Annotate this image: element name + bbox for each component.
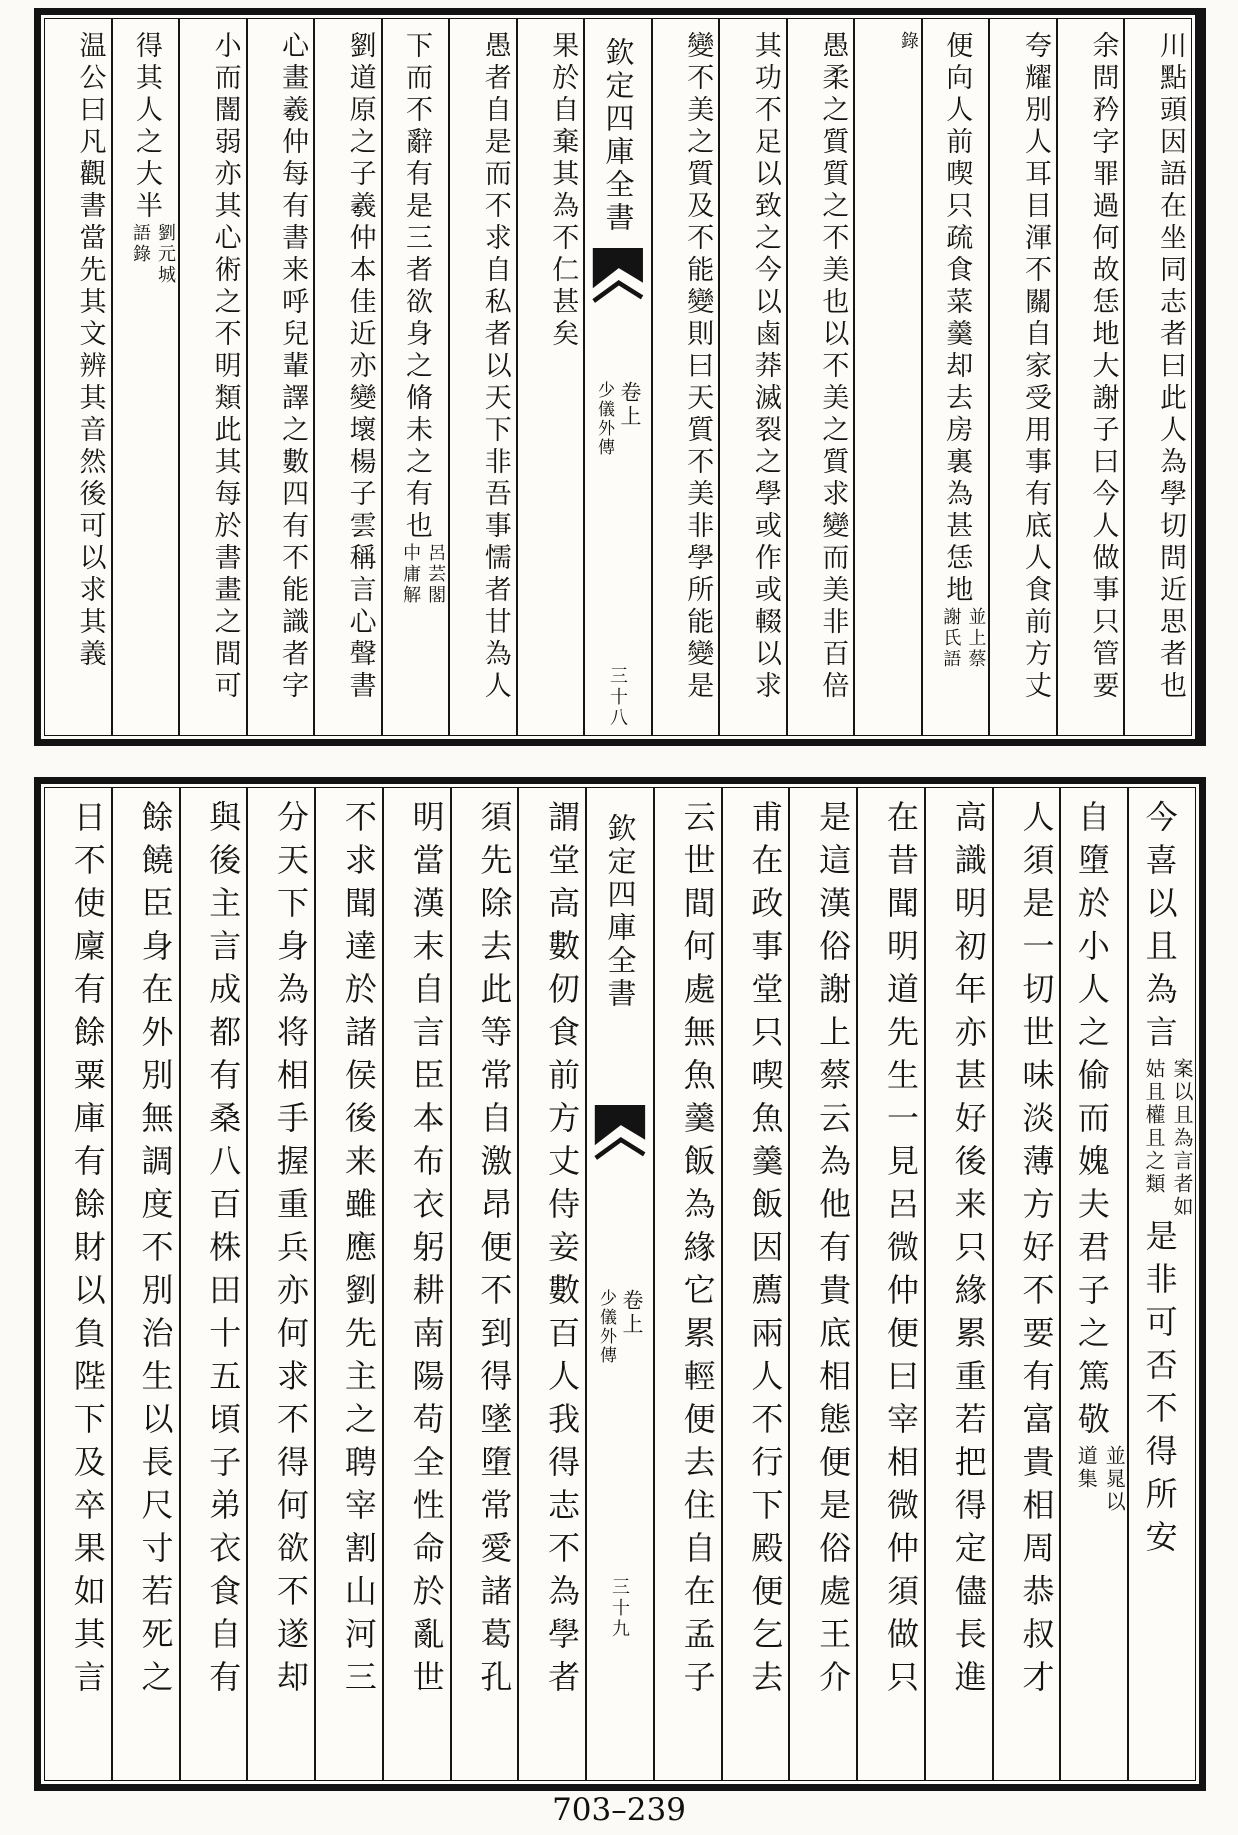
column-text: 不求聞達於諸侯後来雖應劉先主之聘宰割山河三 [340,800,377,1703]
page-block-upper [34,8,1206,746]
note-right-column: 呂芸閣 [426,543,447,606]
column-text: 謂堂高數仞食前方丈侍妾數百人我得志不為學者 [544,800,581,1703]
note-right-column: 錄 [898,31,919,52]
text-column [1127,788,1195,1780]
text-column [246,788,314,1780]
banxin-title: 欽定四庫全書 [601,36,634,235]
column-text: 夸耀別人耳目渾不關自家受用事有底人食前方丈 [1020,31,1051,703]
note-right-column: 案以且為言者如 [1170,1058,1192,1219]
fishtail-mark [591,248,645,312]
column-text: 劉道原之子羲仲本佳近亦變壞楊子雲稱言心聲書 [345,31,376,703]
juan-book-group [594,1289,646,1365]
column-text: 日不使廩有餘粟庫有餘財以負陛下及卒果如其言 [69,800,106,1703]
text-column [856,788,924,1780]
text-column [450,788,518,1780]
interlinear-note [398,543,448,606]
text-column [853,19,921,735]
column-text: 明當漢末自言臣本布衣躬耕南陽苟全性命於亂世 [408,800,445,1703]
juan-label: 卷上 [617,380,642,429]
column-text: 須先除去此等常自激昂便不到得墜墮常愛諸葛孔 [476,800,513,1703]
interlinear-note [938,607,988,670]
text-column [178,19,246,735]
text-column [111,788,179,1780]
text-column [517,788,585,1780]
folio-number: 三十八 [607,666,628,729]
text-column [246,19,314,735]
book-title: 少儀外傳 [596,1288,616,1365]
text-column [45,19,111,735]
columns-grid [44,18,1192,736]
column-text: 是非可否不得所安 [1141,1219,1178,1563]
column-text: 在昔聞明道先生一見呂微仲便曰宰相微仲須做只 [882,800,919,1703]
column-text: 是這漢俗謝上蔡云為他有貴底相態便是俗處王介 [815,800,852,1703]
page-block-lower [34,777,1206,1791]
note-left-column: 謝氏語 [941,607,962,670]
columns-grid [44,787,1196,1781]
interlinear-note [1071,1445,1127,1514]
column-text: 愚柔之質質之不美也以不美之質求變而美非百倍 [818,31,849,703]
text-column [314,788,382,1780]
fishtail-mark [593,1105,647,1169]
text-column [924,788,992,1780]
text-column [653,788,721,1780]
text-column [992,788,1060,1780]
banxin-column [583,19,651,735]
column-text: 小而闇弱亦其心術之不明類此其每於書畫之間可 [210,31,241,703]
fishtail-icon [591,248,645,312]
text-column [921,19,989,735]
text-column [988,19,1056,735]
column-text: 余問矜字罪過何故恁地大謝子曰今人做事只管要 [1088,31,1119,703]
column-text: 餘饒臣身在外別無調度不別治生以長尺寸若死之 [137,800,174,1703]
text-column [1059,788,1127,1780]
interlinear-note [896,31,921,52]
plate-number: 703–239 [552,1792,686,1828]
note-left-column: 語錄 [131,223,152,265]
text-column [179,788,247,1780]
note-left-column: 道集 [1074,1445,1097,1491]
text-column [516,19,584,735]
column-text: 自墮於小人之偷而媿夫君子之篤敬 [1073,800,1110,1445]
banxin-column [585,788,653,1780]
text-column [382,788,450,1780]
text-column [788,788,856,1780]
column-text: 愚者自是而不求自私者以天下非吾事懦者甘為人 [480,31,511,703]
column-text: 與後主言成都有桑八百株田十五頃子弟衣食自有 [205,800,242,1703]
column-text: 川點頭因語在坐同志者曰此人為學切問近思者也 [1156,31,1186,703]
text-column [381,19,449,735]
column-text: 云世間何處無魚羹飯為緣它累輕便去住自在孟子 [679,800,716,1703]
text-column [718,19,786,735]
note-right-column: 劉元城 [156,223,177,286]
interlinear-note [1139,1058,1195,1219]
note-right-column: 並上蔡 [966,607,987,670]
text-column [313,19,381,735]
note-left-column: 姑且權且之類 [1142,1058,1164,1196]
column-text: 温公曰凡觀書當先其文辨其音然後可以求其義 [75,31,106,671]
folio-number: 三十九 [609,1577,630,1640]
interlinear-note [128,223,178,286]
column-text: 分天下身為将相手握重兵亦何求不得何欲不遂却 [273,800,310,1703]
fishtail-icon [593,1105,647,1169]
juan-book-group [592,381,644,457]
column-text: 果於自棄其為不仁甚矣 [548,31,579,351]
column-text: 其功不足以致之今以鹵莽滅裂之學或作或輟以求 [750,31,781,703]
column-text: 變不美之質及不能變則曰天質不美非學所能變是 [683,31,714,703]
column-text: 心畫羲仲每有書来呼兒輩譯之數四有不能識者字 [278,31,309,703]
column-text: 便向人前喫只疏食菜羹却去房裏為甚恁地 [942,31,973,607]
book-title: 少儀外傳 [594,380,614,457]
text-column [1056,19,1124,735]
banxin-title: 欽定四庫全書 [603,812,636,1011]
note-left-column: 中庸解 [401,543,422,606]
column-text: 得其人之大半 [131,31,162,223]
text-column [651,19,719,735]
text-column [111,19,179,735]
juan-label: 卷上 [619,1288,644,1337]
text-column [721,788,789,1780]
column-text: 今喜以且為言 [1141,800,1178,1058]
text-column [448,19,516,735]
column-text: 高識明初年亦甚好後来只緣累重若把得定儘長進 [950,800,987,1703]
note-right-column: 並晁以 [1102,1445,1125,1514]
column-text: 甫在政事堂只喫魚羹飯因薦兩人不行下殿便乞去 [747,800,784,1703]
text-column [1123,19,1191,735]
column-text: 人須是一切世味淡薄方好不要有富貴相周恭叔才 [1018,800,1055,1703]
text-column [45,788,111,1780]
text-column [786,19,854,735]
column-text: 下而不辭有是三者欲身之脩未之有也 [401,31,432,543]
